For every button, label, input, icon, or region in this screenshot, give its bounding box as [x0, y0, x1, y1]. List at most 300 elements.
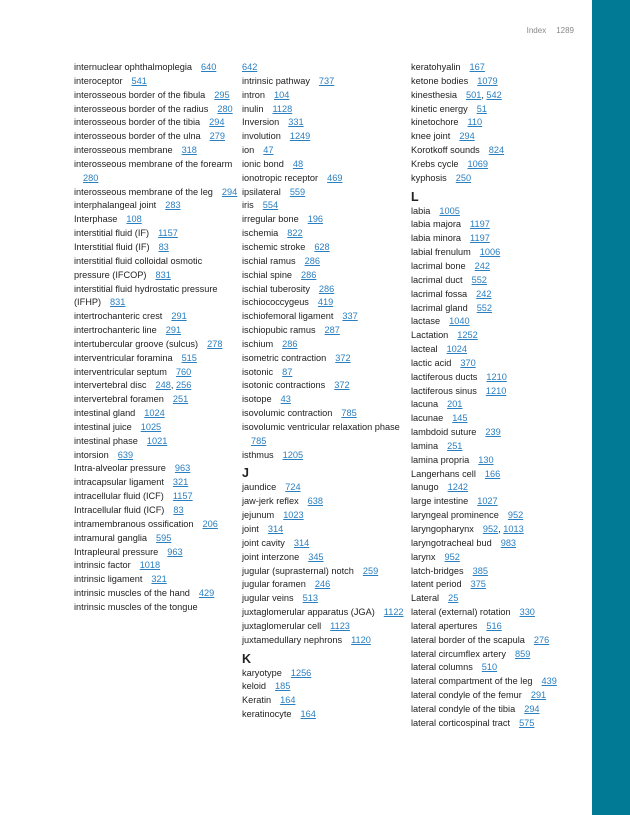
- page-link[interactable]: 1210: [486, 371, 507, 382]
- index-entry: [242, 338, 407, 352]
- page-link[interactable]: 760: [175, 366, 192, 377]
- page-link[interactable]: 239: [485, 427, 501, 438]
- index-entry: [242, 213, 407, 227]
- page-link[interactable]: 1025: [140, 421, 162, 432]
- index-term: isovolumic contraction: [242, 408, 333, 419]
- index-term: interosseous membrane of the leg: [74, 186, 213, 197]
- index-entry: [74, 518, 239, 532]
- index-term: irregular bone: [242, 214, 299, 225]
- index-entry: [242, 103, 407, 117]
- index-term: lacteal: [411, 344, 438, 355]
- index-term: interstitial fluid colloidal osmotic pressure (IFCOP): [74, 255, 203, 280]
- index-term: interosseous border of the fibula: [74, 89, 206, 100]
- page-link[interactable]: 250: [455, 172, 472, 183]
- index-entry: [411, 468, 576, 482]
- page-link[interactable]: 295: [214, 89, 230, 100]
- index-term: Lateral: [411, 593, 440, 604]
- index-entry: [74, 476, 239, 490]
- index-entry: [74, 186, 239, 200]
- page-link[interactable]: 278: [207, 338, 223, 349]
- page-link[interactable]: 595: [156, 532, 172, 543]
- index-entry: [74, 158, 239, 186]
- index-column-1: [74, 61, 239, 615]
- page-link[interactable]: 83: [173, 505, 184, 515]
- page-link[interactable]: 294: [524, 703, 540, 714]
- page-link[interactable]: 1256: [290, 667, 312, 678]
- index-term: interstitial fluid (IF): [74, 228, 150, 239]
- page-link[interactable]: 831: [110, 297, 126, 308]
- index-entry: [411, 130, 576, 144]
- index-entry: [74, 546, 239, 560]
- index-term: intrinsic muscles of the tongue: [74, 601, 198, 612]
- page-link[interactable]: 516: [486, 620, 502, 631]
- page-link[interactable]: 345: [308, 551, 324, 562]
- index-entry: [242, 578, 407, 592]
- page-link[interactable]: 419: [317, 297, 334, 308]
- index-term: lateral border of the scapula: [411, 634, 525, 645]
- page-link[interactable]: 286: [318, 283, 335, 294]
- index-term: lateral (external) rotation: [411, 607, 511, 618]
- index-term: intrinsic ligament: [74, 574, 143, 585]
- page-link[interactable]: 638: [307, 496, 324, 507]
- page-link[interactable]: 952: [444, 551, 460, 562]
- page-link[interactable]: 259: [362, 565, 379, 576]
- index-term: knee joint: [411, 131, 451, 142]
- index-entry: [411, 661, 576, 675]
- index-term: intramural ganglia: [74, 532, 148, 543]
- index-entry: [411, 675, 576, 689]
- index-term: kyphosis: [411, 172, 447, 183]
- index-entry: [411, 426, 576, 440]
- index-entry: [74, 130, 239, 144]
- index-term: interventricular foramina: [74, 352, 173, 363]
- index-entry: [242, 565, 407, 579]
- page-link[interactable]: 51: [476, 103, 487, 114]
- page-link[interactable]: 164: [280, 695, 296, 706]
- index-term: lateral condyle of the tibia: [411, 703, 516, 714]
- page-link[interactable]: 110: [467, 117, 483, 128]
- page-link[interactable]: 130: [478, 454, 494, 465]
- page-link[interactable]: 1122: [383, 607, 404, 618]
- page-link[interactable]: 1120: [351, 634, 371, 645]
- index-term: intestinal juice: [74, 421, 132, 432]
- page-link[interactable]: 331: [288, 117, 304, 128]
- index-entry: [411, 288, 576, 302]
- index-entry: [242, 366, 407, 380]
- index-entry: [74, 324, 239, 338]
- page-link[interactable]: 314: [267, 524, 284, 534]
- index-entry: [411, 144, 576, 158]
- index-entry: [411, 103, 576, 117]
- page-link[interactable]: 164: [300, 709, 316, 720]
- index-term: interosseous border of the ulna: [74, 131, 201, 142]
- index-term: intron: [242, 89, 265, 100]
- index-term: juxtaglomerular cell: [242, 620, 322, 631]
- index-term: Krebs cycle: [411, 158, 459, 169]
- index-term: ischial ramus: [242, 255, 296, 266]
- index-entry: [411, 634, 576, 648]
- page-link[interactable]: 321: [151, 574, 167, 585]
- page-link[interactable]: 87: [282, 366, 293, 377]
- page-link[interactable]: 1123: [330, 620, 350, 631]
- index-entry: [242, 708, 407, 722]
- index-entry: [242, 227, 407, 241]
- index-entry: [242, 172, 407, 186]
- page-link[interactable]: 824: [488, 145, 505, 156]
- index-term: isotope: [242, 394, 272, 405]
- page-link[interactable]: 145: [452, 413, 468, 424]
- index-entry: [242, 352, 407, 366]
- index-term: ischiofemoral ligament: [242, 311, 334, 322]
- page-link[interactable]: 276: [533, 634, 550, 645]
- index-entry: [242, 620, 407, 634]
- index-term: intrinsic pathway: [242, 75, 310, 86]
- page-link[interactable]: 280: [217, 103, 233, 114]
- page-link[interactable]: 242: [474, 260, 490, 271]
- page-link[interactable]: 385: [472, 565, 488, 576]
- index-entry: [411, 509, 576, 523]
- index-term: Korotkoff sounds: [411, 145, 480, 156]
- page-link[interactable]: 952: [507, 510, 524, 521]
- page-link[interactable]: 370: [460, 357, 476, 368]
- index-entry: [74, 352, 239, 366]
- index-entry: [242, 158, 407, 172]
- index-entry: [411, 158, 576, 172]
- index-term: intertrochanteric line: [74, 325, 157, 336]
- index-term: ischium: [242, 338, 274, 349]
- index-entry: [74, 89, 239, 103]
- index-term: lateral condyle of the femur: [411, 690, 522, 701]
- page-link[interactable]: 724: [285, 482, 301, 493]
- page-link[interactable]: 469: [327, 172, 343, 183]
- page-link[interactable]: 167: [469, 62, 485, 72]
- index-entry: [411, 703, 576, 717]
- index-term: lamina propria: [411, 454, 470, 465]
- index-term: joint interzone: [242, 551, 300, 562]
- page-link[interactable]: 429: [198, 588, 215, 599]
- index-term: lateral circumflex artery: [411, 648, 506, 659]
- index-entry: [74, 213, 239, 227]
- page-link[interactable]: 294: [209, 117, 225, 128]
- index-term: interosseous border of the radius: [74, 103, 209, 114]
- page-link[interactable]: 286: [304, 255, 320, 266]
- page-link[interactable]: 83: [158, 241, 169, 252]
- page-link[interactable]: 291: [171, 311, 187, 322]
- index-entry: [411, 315, 576, 329]
- index-term: intramembranous ossification: [74, 518, 194, 529]
- page-link[interactable]: 196: [307, 214, 324, 225]
- index-term: Intrapleural pressure: [74, 546, 159, 557]
- page-link[interactable]: 1006: [479, 247, 501, 258]
- page-link[interactable]: 439: [541, 676, 557, 687]
- page-link[interactable]: 337: [342, 311, 358, 322]
- index-entry: [411, 75, 576, 89]
- index-entry: [242, 592, 407, 606]
- index-term: labia minora: [411, 233, 462, 244]
- index-term: lamina: [411, 440, 439, 451]
- index-term: ionic bond: [242, 158, 284, 169]
- index-term: Intra-alveolar pressure: [74, 463, 166, 474]
- index-entry: [74, 573, 239, 587]
- index-entry: [74, 449, 239, 463]
- page-link[interactable]: 201: [447, 399, 463, 410]
- page-link[interactable]: 513: [302, 593, 318, 604]
- index-entry: [242, 449, 407, 463]
- index-entry: [411, 357, 576, 371]
- index-term: iris: [242, 200, 254, 211]
- page-link[interactable]: 952: [482, 524, 499, 534]
- page-link[interactable]: 575: [519, 717, 535, 728]
- index-entry: [411, 385, 576, 399]
- index-entry: [411, 648, 576, 662]
- page-link[interactable]: 640: [200, 62, 217, 72]
- index-entry: [242, 694, 407, 708]
- index-entry: [411, 371, 576, 385]
- page-link[interactable]: 251: [172, 394, 189, 405]
- page-link[interactable]: 785: [251, 435, 267, 446]
- page-link[interactable]: 859: [514, 648, 531, 659]
- index-term: laryngeal prominence: [411, 510, 499, 521]
- page-link[interactable]: 501: [465, 89, 482, 100]
- page-link[interactable]: 542: [486, 89, 502, 100]
- page-link[interactable]: 1197: [470, 233, 490, 244]
- index-entry: kinesthesia 501, 542: [411, 89, 502, 100]
- index-term: kinesthesia: [411, 89, 457, 100]
- index-entry: [242, 89, 407, 103]
- page-link[interactable]: 1197: [470, 219, 490, 230]
- index-term: lanugo: [411, 482, 439, 493]
- index-term: Intracellular fluid (ICF): [74, 505, 165, 515]
- index-entry: [411, 246, 576, 260]
- page-link[interactable]: 279: [209, 131, 226, 142]
- page-link[interactable]: 785: [341, 408, 357, 419]
- index-term: joint: [242, 524, 259, 534]
- page-link[interactable]: 294: [459, 131, 475, 142]
- section-letter: J: [242, 466, 249, 481]
- index-entry: [411, 481, 576, 495]
- index-term: jugular foramen: [242, 579, 306, 590]
- index-term: isometric contraction: [242, 352, 327, 363]
- index-term: lambdoid suture: [411, 427, 477, 438]
- index-term: interphalangeal joint: [74, 200, 157, 211]
- index-term: internuclear ophthalmoplegia: [74, 62, 192, 72]
- index-term: intertubercular groove (sulcus): [74, 338, 199, 349]
- index-entry: [74, 601, 239, 615]
- index-term: intertrochanteric crest: [74, 311, 163, 322]
- page-link[interactable]: 291: [165, 325, 182, 336]
- page-link[interactable]: 963: [167, 546, 183, 557]
- index-term: labia majora: [411, 219, 462, 230]
- index-entry: [411, 495, 576, 509]
- page-link[interactable]: 1252: [457, 330, 478, 341]
- index-entry: [242, 199, 407, 213]
- page-link[interactable]: 1079: [477, 75, 498, 86]
- index-entry: [242, 283, 407, 297]
- index-entry: [74, 435, 239, 449]
- index-term: intrinsic muscles of the hand: [74, 588, 190, 599]
- page-link[interactable]: 248: [155, 380, 171, 391]
- page-link[interactable]: 1024: [446, 344, 468, 355]
- page-link[interactable]: 47: [263, 145, 274, 156]
- index-entry: [242, 523, 407, 537]
- page-link[interactable]: 294: [221, 186, 238, 197]
- index-entry: [242, 606, 407, 620]
- index-entry: [411, 565, 576, 579]
- index-term: lateral apertures: [411, 620, 478, 631]
- index-term: lactase: [411, 316, 441, 327]
- index-term: lateral compartment of the leg: [411, 676, 533, 687]
- index-term: involution: [242, 131, 281, 142]
- page-link[interactable]: 822: [287, 228, 303, 239]
- page-link[interactable]: 1249: [289, 131, 311, 142]
- index-entry: [74, 504, 239, 518]
- index-entry: [242, 634, 407, 648]
- index-term: jugular veins: [242, 593, 294, 604]
- page-link[interactable]: 552: [471, 274, 487, 285]
- index-term: jaw-jerk reflex: [242, 496, 299, 507]
- index-term: labia: [411, 205, 431, 216]
- page-link[interactable]: 321: [172, 477, 189, 488]
- page-link[interactable]: 314: [293, 537, 310, 548]
- index-term: isotonic: [242, 366, 274, 377]
- page-link[interactable]: 559: [289, 186, 306, 197]
- page-link[interactable]: 286: [301, 269, 317, 280]
- page-link[interactable]: 1018: [139, 560, 161, 571]
- index-entry: [411, 260, 576, 274]
- index-term: karyotype: [242, 667, 282, 678]
- index-term: keloid: [242, 681, 267, 692]
- page-link[interactable]: 1210: [485, 385, 507, 396]
- index-term: lacrimal fossa: [411, 288, 468, 299]
- index-term: ketone bodies: [411, 75, 469, 86]
- page-link[interactable]: 372: [335, 352, 351, 363]
- page-link[interactable]: 1157: [172, 491, 193, 502]
- page-link[interactable]: 1242: [447, 482, 469, 493]
- page-link[interactable]: 552: [476, 302, 493, 313]
- index-entry: [242, 296, 407, 310]
- page-link[interactable]: 1024: [144, 408, 165, 419]
- index-term: intervertebral foramen: [74, 394, 164, 405]
- index-entry: [242, 324, 407, 338]
- page-link[interactable]: 48: [292, 158, 304, 169]
- page-link[interactable]: 1157: [158, 228, 178, 239]
- page-link[interactable]: 1128: [272, 103, 293, 114]
- page-link[interactable]: 1069: [467, 158, 488, 169]
- page-link[interactable]: 510: [481, 662, 498, 673]
- page-link[interactable]: 639: [117, 449, 134, 460]
- page-link[interactable]: 256: [175, 380, 192, 391]
- page-link[interactable]: 372: [334, 380, 350, 391]
- page-link[interactable]: 287: [324, 325, 340, 336]
- page-link[interactable]: 1013: [503, 524, 524, 534]
- page-link[interactable]: 108: [126, 214, 142, 225]
- page-link[interactable]: 280: [83, 172, 99, 183]
- page-link[interactable]: 737: [318, 75, 335, 86]
- page-link[interactable]: 554: [262, 200, 279, 211]
- page-link[interactable]: 628: [314, 241, 330, 252]
- index-term: lactiferous ducts: [411, 371, 478, 382]
- page-link[interactable]: 1205: [282, 449, 304, 460]
- page-link[interactable]: 283: [165, 200, 181, 211]
- index-entry: [242, 186, 407, 200]
- page-link[interactable]: 185: [275, 681, 291, 692]
- index-term: ionotropic receptor: [242, 172, 319, 183]
- page-link[interactable]: 983: [500, 537, 517, 548]
- index-entry: [242, 495, 407, 509]
- page-link[interactable]: 206: [202, 518, 218, 529]
- page-link[interactable]: 1027: [477, 496, 498, 507]
- index-term: inulin: [242, 103, 264, 114]
- page-link[interactable]: 1021: [146, 435, 168, 446]
- index-entry: [242, 509, 407, 523]
- index-term: latch-bridges: [411, 565, 464, 576]
- page-link[interactable]: 291: [530, 690, 547, 701]
- page-link[interactable]: 1023: [283, 510, 304, 521]
- index-entry: [411, 606, 576, 620]
- page-link[interactable]: 104: [273, 89, 290, 100]
- index-term: lacuna: [411, 399, 439, 410]
- page-link[interactable]: 25: [448, 593, 459, 604]
- index-term: kinetochore: [411, 117, 459, 128]
- index-entry: [411, 412, 576, 426]
- page-link[interactable]: 43: [280, 394, 291, 405]
- index-entry: laryngopharynx 952, 1013: [411, 524, 524, 534]
- index-entry: [411, 537, 576, 551]
- index-term: intestinal gland: [74, 408, 136, 419]
- index-column-2: [242, 61, 407, 722]
- index-entry: [242, 255, 407, 269]
- page-link[interactable]: 166: [484, 468, 501, 479]
- page-link[interactable]: 330: [519, 607, 535, 618]
- page-link[interactable]: 375: [470, 579, 486, 590]
- index-entry: [74, 103, 239, 117]
- index-entry: [74, 462, 239, 476]
- page-link[interactable]: 246: [314, 579, 331, 590]
- index-term: interosseous membrane of the forearm: [74, 158, 233, 169]
- index-term: isotonic contractions: [242, 380, 326, 391]
- index-entry: [74, 310, 239, 324]
- index-entry: [411, 620, 576, 634]
- index-term: ischial spine: [242, 269, 293, 280]
- page-link[interactable]: 541: [131, 75, 147, 86]
- page-link[interactable]: 318: [181, 145, 197, 156]
- page-link[interactable]: 1040: [449, 316, 470, 327]
- page-link[interactable]: 515: [181, 352, 197, 363]
- index-term: keratohyalin: [411, 62, 461, 72]
- index-entry: [411, 232, 576, 246]
- index-term: Inversion: [242, 117, 280, 128]
- index-term: Langerhans cell: [411, 468, 476, 479]
- page-link[interactable]: 251: [447, 440, 463, 451]
- index-term: intestinal phase: [74, 435, 138, 446]
- index-entry: [411, 398, 576, 412]
- page-link[interactable]: 286: [282, 338, 298, 349]
- index-entry: [74, 421, 239, 435]
- index-term: interosseous border of the tibia: [74, 117, 201, 128]
- index-entry: [74, 559, 239, 573]
- index-term: lactiferous sinus: [411, 385, 477, 396]
- index-entry: [411, 343, 576, 357]
- page-link[interactable]: 1005: [439, 205, 460, 216]
- index-term: ischial tuberosity: [242, 283, 310, 294]
- index-entry: [242, 310, 407, 324]
- page-link[interactable]: 242: [476, 288, 492, 299]
- page-link[interactable]: 831: [155, 269, 171, 280]
- page-link[interactable]: 642: [242, 62, 258, 72]
- index-term: keratinocyte: [242, 709, 292, 720]
- page-link[interactable]: 963: [174, 463, 191, 474]
- index-term: jaundice: [242, 482, 277, 493]
